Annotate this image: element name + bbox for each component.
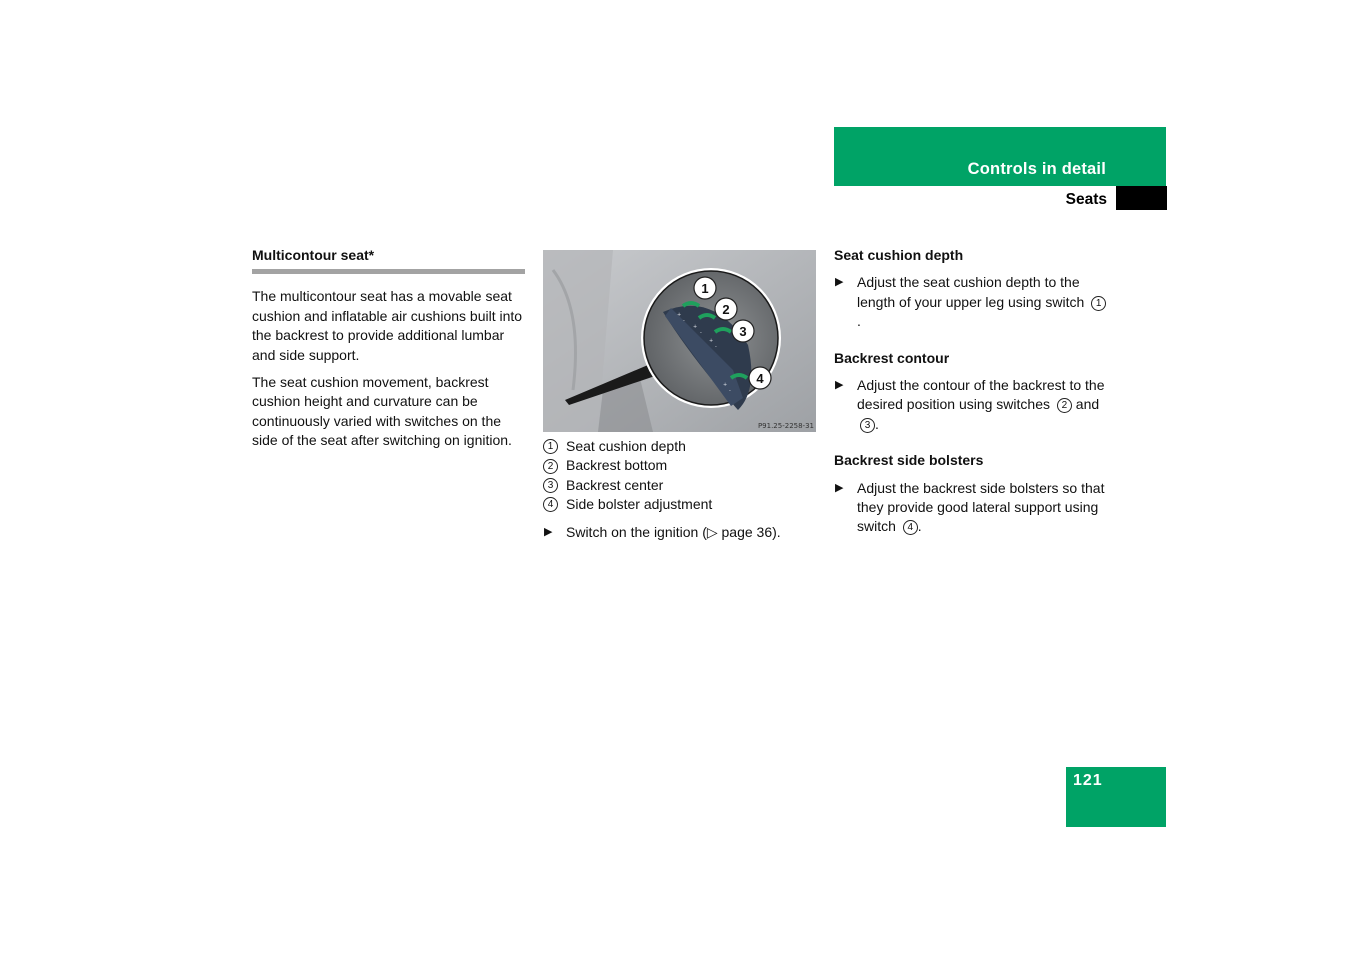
svg-text:-: - [729, 388, 731, 394]
sentence-end: . [917, 518, 922, 535]
legend-label: Side bolster adjustment [566, 496, 713, 513]
triangle-bullet-icon: ▶ [544, 525, 553, 538]
sentence-end: . [857, 313, 861, 330]
callout-2: 2 [722, 302, 730, 317]
instructions-column [834, 246, 1109, 554]
seat-switch-photo [543, 250, 816, 432]
backrest-contour-heading: Backrest contour [834, 349, 950, 366]
section-title: Seats [1065, 191, 1107, 208]
switch-ref: 1 [1091, 296, 1106, 311]
legend-item [543, 456, 819, 475]
svg-text:+: + [693, 324, 698, 330]
intro-column [252, 246, 528, 459]
svg-text:+: + [723, 382, 728, 388]
triangle-bullet-icon: ▶ [835, 379, 844, 392]
ignition-step-text: Switch on the ignition (▷ page 36). [566, 523, 781, 540]
backrest-contour-step [834, 376, 1109, 434]
section-marker [1116, 186, 1167, 210]
seat-cushion-depth-text: Adjust the seat cushion depth to the length of your upper leg using switch [857, 274, 1085, 310]
legend-label: Backrest bottom [566, 457, 668, 474]
legend-item [543, 437, 819, 456]
svg-text:+: + [677, 312, 682, 318]
legend-label: Backrest center [566, 476, 664, 493]
backrest-side-bolsters-text: Adjust the backrest side bolsters so that they provide good lateral support using switch [857, 479, 1105, 535]
legend-item [543, 495, 819, 514]
backrest-contour-text: Adjust the contour of the backrest to the desired position using switches [857, 377, 1105, 413]
ignition-step [543, 523, 819, 542]
callout-1: 1 [701, 281, 709, 296]
chapter-title: Controls in detail [967, 160, 1106, 178]
sentence-end: . [875, 415, 879, 432]
page-number-box [1066, 767, 1166, 827]
figure-code: P91.25-2258-31 [757, 422, 814, 430]
intro-paragraph-2: The seat cushion movement, backrest cushion height and curvature can be continuously varied with switches on the side of the seat after switching on ignition. [252, 374, 512, 449]
legend-number: 2 [543, 459, 558, 474]
svg-text:+: + [709, 338, 714, 344]
seat-cushion-depth-step [834, 273, 1109, 331]
switch-ref: 3 [860, 418, 875, 433]
legend-label: Seat cushion depth [566, 438, 686, 454]
svg-text:-: - [715, 344, 717, 350]
triangle-bullet-icon: ▶ [835, 276, 844, 289]
figure-column [543, 250, 819, 559]
legend-number: 1 [543, 439, 558, 454]
callout-3: 3 [739, 324, 747, 339]
intro-paragraph-1: The multicontour seat has a movable seat cushion and inflatable air cushions built into the backrest to provide additional lumbar and side support. [252, 288, 523, 363]
svg-text:-: - [700, 330, 702, 336]
legend-number: 3 [543, 478, 558, 493]
joiner-text: and [1075, 396, 1100, 413]
legend-item [543, 476, 819, 495]
backrest-side-bolsters-heading: Backrest side bolsters [834, 452, 984, 469]
switch-ref: 4 [903, 520, 918, 535]
header-bar [834, 127, 1166, 186]
multicontour-heading: Multicontour seat* [252, 246, 525, 274]
seat-cushion-depth-heading: Seat cushion depth [834, 247, 964, 263]
page-number: 121 [1073, 772, 1103, 789]
legend-list [543, 437, 819, 515]
legend-number: 4 [543, 497, 558, 512]
switch-ref: 2 [1057, 398, 1072, 413]
triangle-bullet-icon: ▶ [835, 481, 844, 494]
backrest-side-bolsters-step [834, 479, 1109, 537]
svg-text:-: - [683, 318, 685, 324]
callout-4: 4 [756, 371, 764, 386]
